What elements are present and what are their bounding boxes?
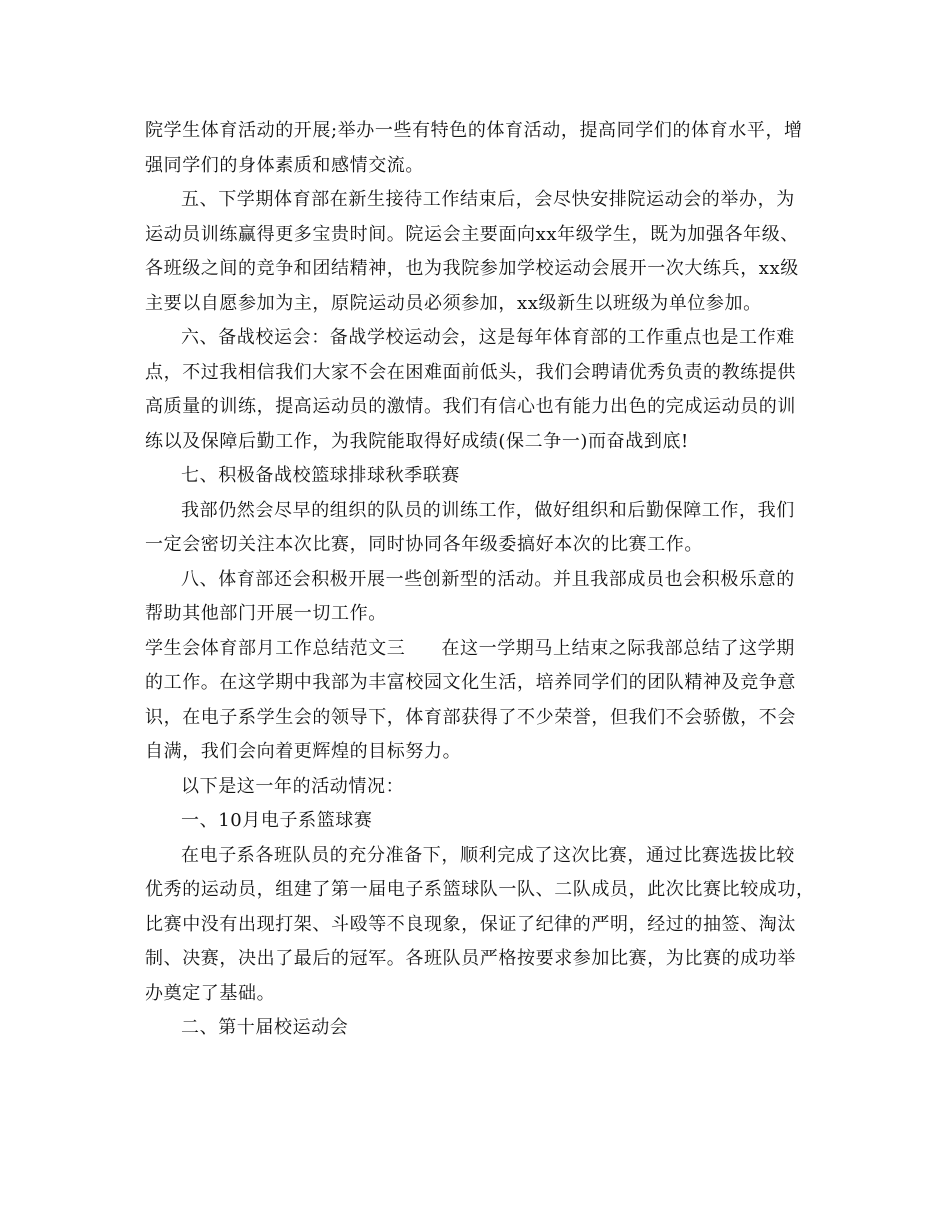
section-title-line xyxy=(145,632,810,667)
activities-intro-line: 以下是这一年的活动情况： xyxy=(181,775,405,797)
text-line: 院学生体育活动的开展;举办一些有特色的体育活动，提高同学们的体育水平，增 xyxy=(145,120,803,141)
text-line: 比赛中没有出现打架、斗殴等不良现象，保证了纪律的严明，经过的抽签、淘汰 xyxy=(145,913,796,935)
text-line: 帮助其他部门开展一切工作。 xyxy=(145,603,387,624)
text-line: 点，不过我相信我们大家不会在困难面前低头，我们会聘请优秀负责的教练提供 xyxy=(145,361,796,383)
text-line: 的工作。在这学期中我部为丰富校园文化生活，培养同学们的团队精神及竞争意 xyxy=(145,672,796,693)
paragraph-line: 在电子系各班队员的充分准备下，顺利完成了这次比赛，通过比赛选拔比较 xyxy=(181,844,795,866)
text-line: 运动员训练赢得更多宝贵时间。院运会主要面向xx年级学生，既为加强各年级、 xyxy=(145,223,799,245)
paragraph-line: 我部仍然会尽早的组织的队员的训练工作，做好组织和后勤保障工作，我们 xyxy=(181,499,795,521)
document-body xyxy=(145,114,815,1046)
paragraph-5-line: 五、下学期体育部在新生接待工作结束后，会尽快安排院运动会的举办，为 xyxy=(181,189,795,210)
text-line: 识，在电子系学生会的领导下，体育部获得了不少荣誉，但我们不会骄傲，不会 xyxy=(145,706,796,728)
section-7-heading: 七、积极备战校篮球排球秋季联赛 xyxy=(181,465,460,486)
text-line: 制、决赛，决出了最后的冠军。各班队员严格按要求参加比赛，为比赛的成功举 xyxy=(145,948,796,969)
section-title: 学生会体育部月工作总结范文三 xyxy=(145,637,406,659)
text-line: 主要以自愿参加为主，原院运动员必须参加，xx级新生以班级为单位参加。 xyxy=(145,292,762,314)
text-line: 强同学们的身体素质和感情交流。 xyxy=(145,154,424,176)
text-line: 高质量的训练，提高运动员的激情。我们有信心也有能力出色的完成运动员的训 xyxy=(145,396,796,417)
activity-2-heading: 二、第十届校运动会 xyxy=(181,1017,349,1038)
text-line: 各班级之间的竞争和团结精神，也为我院参加学校运动会展开一次大练兵，xx级 xyxy=(145,258,799,279)
activity-1-heading: 一、10月电子系篮球赛 xyxy=(181,810,373,831)
paragraph-6-line: 六、备战校运会：备战学校运动会，这是每年体育部的工作重点也是工作难 xyxy=(181,327,795,348)
text-line: 练以及保障后勤工作，为我院能取得好成绩(保二争一)而奋战到底! xyxy=(145,430,689,452)
paragraph-8-line: 八、体育部还会积极开展一些创新型的活动。并且我部成员也会积极乐意的 xyxy=(181,568,795,590)
text-line: 自满，我们会向着更辉煌的目标努力。 xyxy=(145,741,462,762)
text-line: 一定会密切关注本次比赛，同时协同各年级委搞好本次的比赛工作。 xyxy=(145,534,703,555)
section-intro-text: 在这一学期马上结束之际我部总结了这学期 xyxy=(441,637,795,659)
text-line: 优秀的运动员，组建了第一届电子系篮球队一队、二队成员，此次比赛比较成功， xyxy=(145,879,815,900)
text-line: 办奠定了基础。 xyxy=(145,982,276,1004)
